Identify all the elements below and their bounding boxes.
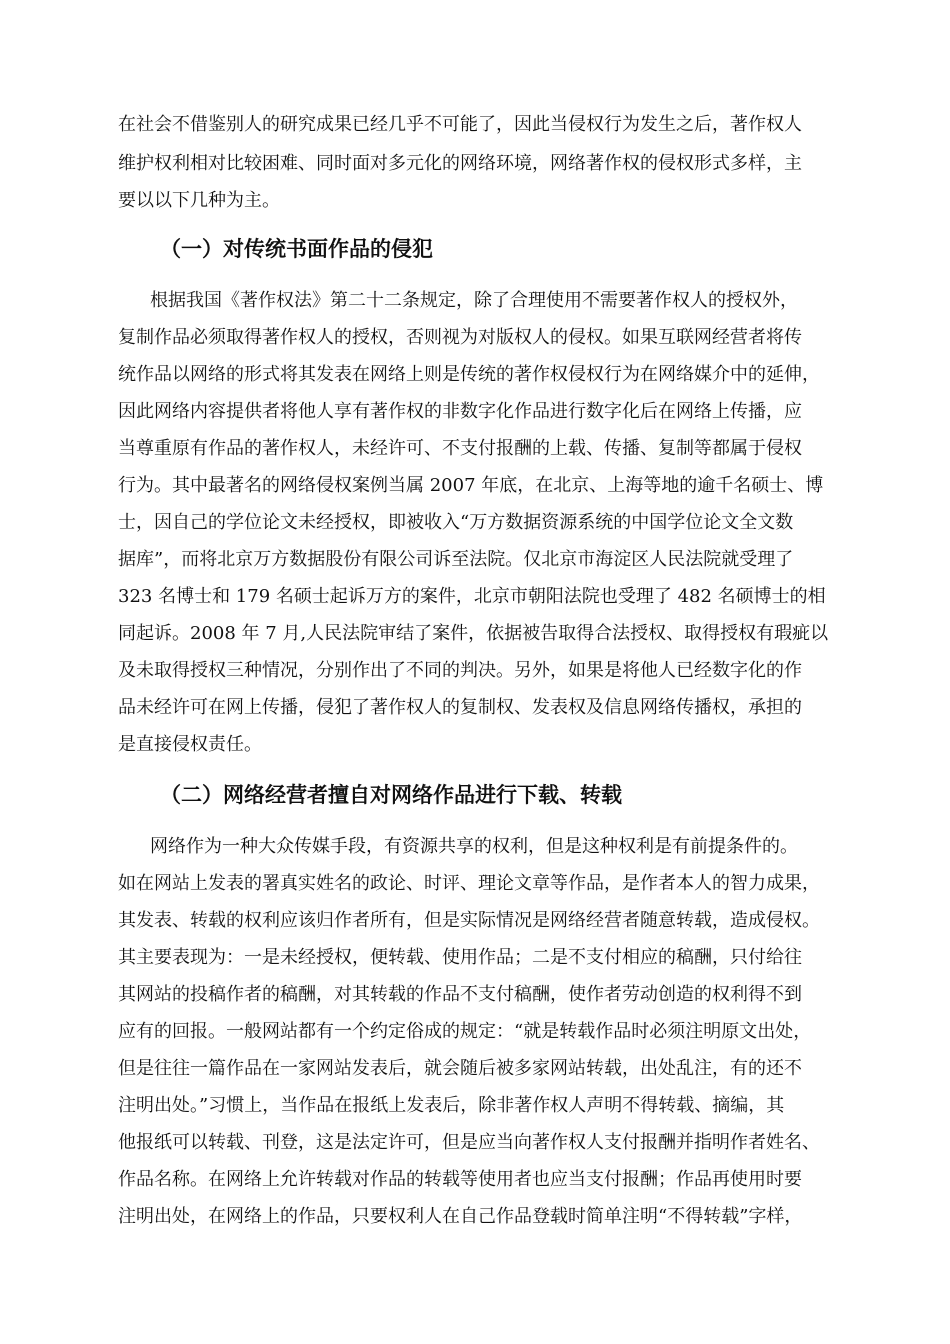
text-line: 因此网络内容提供者将他人享有著作权的非数字化作品进行数字化后在网络上传播，应: [118, 401, 802, 422]
text-line: 其发表、转载的权利应该归作者所有，但是实际情况是网络经营者随意转载，造成侵权。: [118, 910, 820, 931]
text-line: 其网站的投稿作者的稿酬，对其转载的作品不支付稿酬，使作者劳动创造的权利得不到: [118, 984, 802, 1005]
text-line: 维护权利相对比较困难、同时面对多元化的网络环境，网络著作权的侵权形式多样，主: [118, 153, 802, 174]
text-line: 网络作为一种大众传媒手段，有资源共享的权利，但是这种权利是有前提条件的。: [150, 836, 798, 857]
text-line: 在社会不借鉴别人的研究成果已经几乎不可能了，因此当侵权行为发生之后，著作权人: [118, 114, 802, 135]
text-line: 注明出处。”习惯上，当作品在报纸上发表后，除非著作权人声明不得转载、摘编，其: [118, 1095, 785, 1116]
text-line: 根据我国《著作权法》第二十二条规定，除了合理使用不需要著作权人的授权外，: [150, 290, 798, 311]
text-line: 据库”，而将北京万方数据股份有限公司诉至法院。仅北京市海淀区人民法院就受理了: [118, 549, 794, 570]
text-line: 是直接侵权责任。: [118, 734, 262, 755]
text-line: 统作品以网络的形式将其发表在网络上则是传统的著作权侵权行为在网络媒介中的延伸，: [118, 364, 820, 385]
text-line: 但是往往一篇作品在一家网站发表后，就会随后被多家网站转载，出处乱注，有的还不: [118, 1058, 802, 1079]
text-line: 应有的回报。一般网站都有一个约定俗成的规定：“就是转载作品时必须注明原文出处，: [118, 1021, 812, 1042]
text-line: 323 名博士和 179 名硕士起诉万方的案件，北京市朝阳法院也受理了 482 名硕博士的相: [118, 586, 826, 607]
text-line: 品未经许可在网上传播，侵犯了著作权人的复制权、发表权及信息网络传播权，承担的: [118, 697, 802, 718]
text-line: 复制作品必须取得著作权人的授权，否则视为对版权人的侵权。如果互联网经营者将传: [118, 327, 802, 348]
section-heading-2: （二）网络经营者擅自对网络作品进行下载、转载: [160, 783, 622, 807]
text-line: 注明出处，在网络上的作品，只要权利人在自己作品登载时简单注明“不得转载”字样，: [118, 1206, 803, 1227]
text-line: 士，因自己的学位论文未经授权，即被收入“万方数据资源系统的中国学位论文全文数: [118, 512, 794, 533]
text-line: 同起诉。2008 年 7 月,人民法院审结了案件，依据被告取得合法授权、取得授权有瑕疵以: [118, 623, 829, 644]
text-line: 当尊重原有作品的著作权人，未经许可、不支付报酬的上载、传播、复制等都属于侵权: [118, 438, 802, 459]
text-line: 行为。其中最著名的网络侵权案例当属 2007 年底，在北京、上海等地的逾千名硕士、博: [118, 475, 824, 496]
section-heading-1: （一）对传统书面作品的侵犯: [160, 237, 433, 261]
text-line: 其主要表现为：一是未经授权，便转载、使用作品；二是不支付相应的稿酬，只付给往: [118, 947, 802, 968]
text-line: 如在网站上发表的署真实姓名的政论、时评、理论文章等作品，是作者本人的智力成果，: [118, 873, 820, 894]
text-line: 及未取得授权三种情况，分别作出了不同的判决。另外，如果是将他人已经数字化的作: [118, 660, 802, 681]
text-line: 要以以下几种为主。: [118, 190, 280, 211]
text-line: 作品名称。在网络上允许转载对作品的转载等使用者也应当支付报酬；作品再使用时要: [118, 1169, 802, 1190]
text-line: 他报纸可以转载、刊登，这是法定许可，但是应当向著作权人支付报酬并指明作者姓名、: [118, 1132, 820, 1153]
